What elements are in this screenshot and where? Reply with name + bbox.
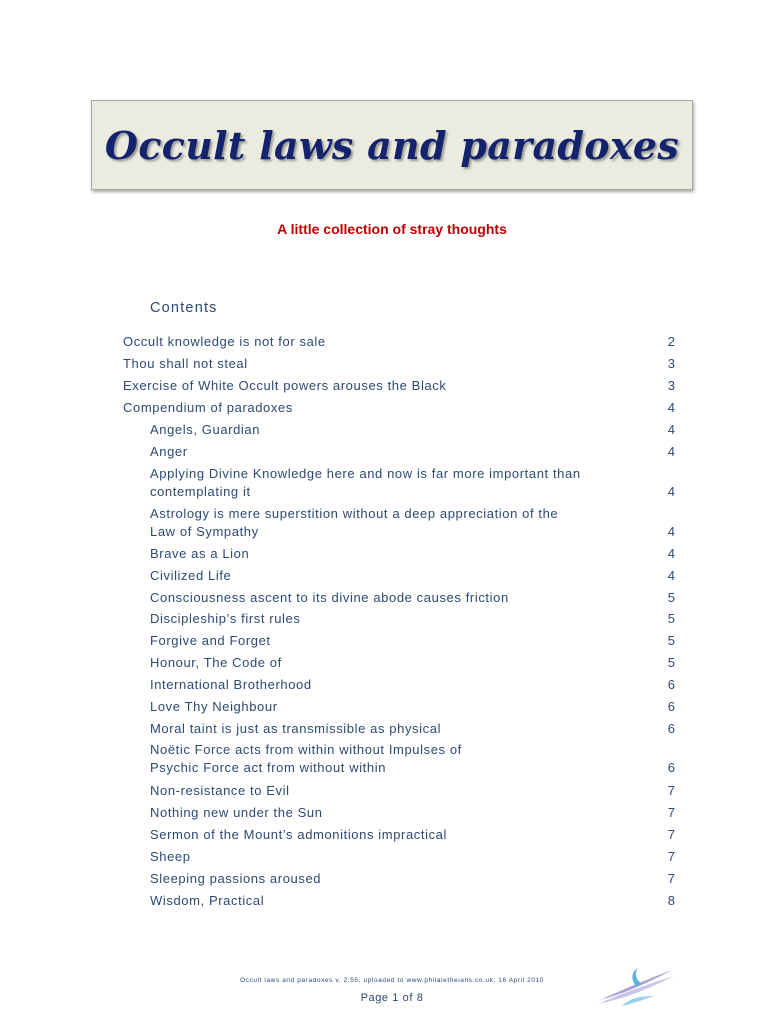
contents-heading: Contents [150, 300, 218, 316]
toc-entry-page: 6 [667, 699, 675, 714]
toc-entry-page: 4 [667, 400, 675, 415]
toc-entry-title: Moral taint is just as transmissible as physical [150, 721, 442, 736]
toc-entry-title: Love Thy Neighbour [150, 699, 278, 714]
toc-subentry[interactable] [150, 741, 675, 777]
toc-entry-title: Civilized Life [150, 568, 232, 583]
toc-subentry[interactable] [150, 589, 675, 607]
toc-entry-title: Discipleship’s first rules [150, 611, 301, 626]
toc-entry-page: 5 [667, 655, 675, 670]
toc-subentry[interactable] [150, 465, 675, 501]
toc-entry-title: International Brotherhood [150, 677, 312, 692]
toc-subentry[interactable] [150, 505, 675, 541]
toc-entry-title: Wisdom, Practical [150, 893, 265, 908]
toc-entry-title: Nothing new under the Sun [150, 805, 323, 820]
toc-entry-title: Sheep [150, 849, 191, 864]
toc-entry-page: 4 [667, 422, 675, 437]
toc-subentry[interactable] [150, 720, 675, 738]
toc-subentry[interactable] [150, 545, 675, 563]
toc-entry-title: Non-resistance to Evil [150, 783, 290, 798]
toc-entry-page: 4 [667, 444, 675, 459]
toc-subentry[interactable] [150, 567, 675, 585]
toc-entry-page: 4 [667, 546, 675, 561]
toc-entry-page: 7 [667, 827, 675, 842]
toc-entry-title: Noëtic Force acts from within without Impulses of Psychic Force act from without within [150, 742, 462, 775]
toc-entry-title: Astrology is mere superstition without a deep appreciation of the Law of Sympathy [150, 506, 559, 539]
toc-entry-page: 4 [667, 524, 675, 539]
toc-entry[interactable] [123, 377, 675, 395]
toc-subentry[interactable] [150, 676, 675, 694]
toc-entry-title: Compendium of paradoxes [123, 400, 293, 415]
toc-entry[interactable] [123, 355, 675, 373]
toc-entry-title: Sermon of the Mount’s admonitions impractical [150, 827, 447, 842]
toc-entry-page: 5 [667, 590, 675, 605]
toc-subentry[interactable] [150, 698, 675, 716]
toc-subentry[interactable] [150, 632, 675, 650]
toc-entry-page: 3 [667, 378, 675, 393]
toc-entry-page: 7 [667, 849, 675, 864]
toc-subentry[interactable] [150, 421, 675, 439]
footer-page-number: Page 1 of 8 [360, 992, 424, 1004]
toc-entry-title: Forgive and Forget [150, 633, 271, 648]
toc-entry-title: Anger [150, 444, 188, 459]
toc-entry-page: 5 [667, 633, 675, 648]
toc-entry-title: Sleeping passions aroused [150, 871, 322, 886]
toc-entry-page: 7 [667, 871, 675, 886]
toc-subentry[interactable] [150, 826, 675, 844]
toc-entry-page: 5 [667, 611, 675, 626]
toc-subentry[interactable] [150, 782, 675, 800]
toc-subentry[interactable] [150, 443, 675, 461]
toc-subentry[interactable] [150, 870, 675, 888]
toc-entry-page: 3 [667, 356, 675, 371]
toc-entry-page: 4 [667, 568, 675, 583]
toc-subentry[interactable] [150, 654, 675, 672]
document-title: Occult laws and paradoxes [104, 122, 680, 168]
toc-entry-title: Exercise of White Occult powers arouses the Black [123, 378, 447, 393]
toc-entry-title: Occult knowledge is not for sale [123, 334, 326, 349]
toc-subentry[interactable] [150, 804, 675, 822]
toc-entry-page: 8 [667, 893, 675, 908]
toc-entry-page: 6 [667, 760, 675, 775]
toc-entry-title: Honour, The Code of [150, 655, 282, 670]
toc-entry-page: 6 [667, 721, 675, 736]
toc-entry[interactable] [123, 399, 675, 417]
toc-entry-page: 6 [667, 677, 675, 692]
toc-subentry[interactable] [150, 848, 675, 866]
footer-version-line: Occult laws and paradoxes v. 2.55, uploaded to www.philaletheians.co.uk, 16 April 2010 [239, 977, 545, 984]
toc-entry-title: Angels, Guardian [150, 422, 261, 437]
toc-entry-page: 4 [667, 484, 675, 499]
toc-subentry[interactable] [150, 610, 675, 628]
toc-entry-title: Thou shall not steal [123, 356, 248, 371]
toc-subentry[interactable] [150, 892, 675, 910]
toc-entry-page: 2 [667, 334, 675, 349]
toc-entry-page: 7 [667, 805, 675, 820]
toc-entry[interactable] [123, 333, 675, 351]
toc-entry-title: Brave as a Lion [150, 546, 250, 561]
toc-entry-page: 7 [667, 783, 675, 798]
toc-entry-title: Applying Divine Knowledge here and now is far more important than contemplating it [150, 466, 581, 499]
toc-entry-title: Consciousness ascent to its divine abode causes friction [150, 590, 509, 605]
swoosh-logo-icon [596, 966, 676, 1008]
document-subtitle: A little collection of stray thoughts [277, 221, 507, 237]
